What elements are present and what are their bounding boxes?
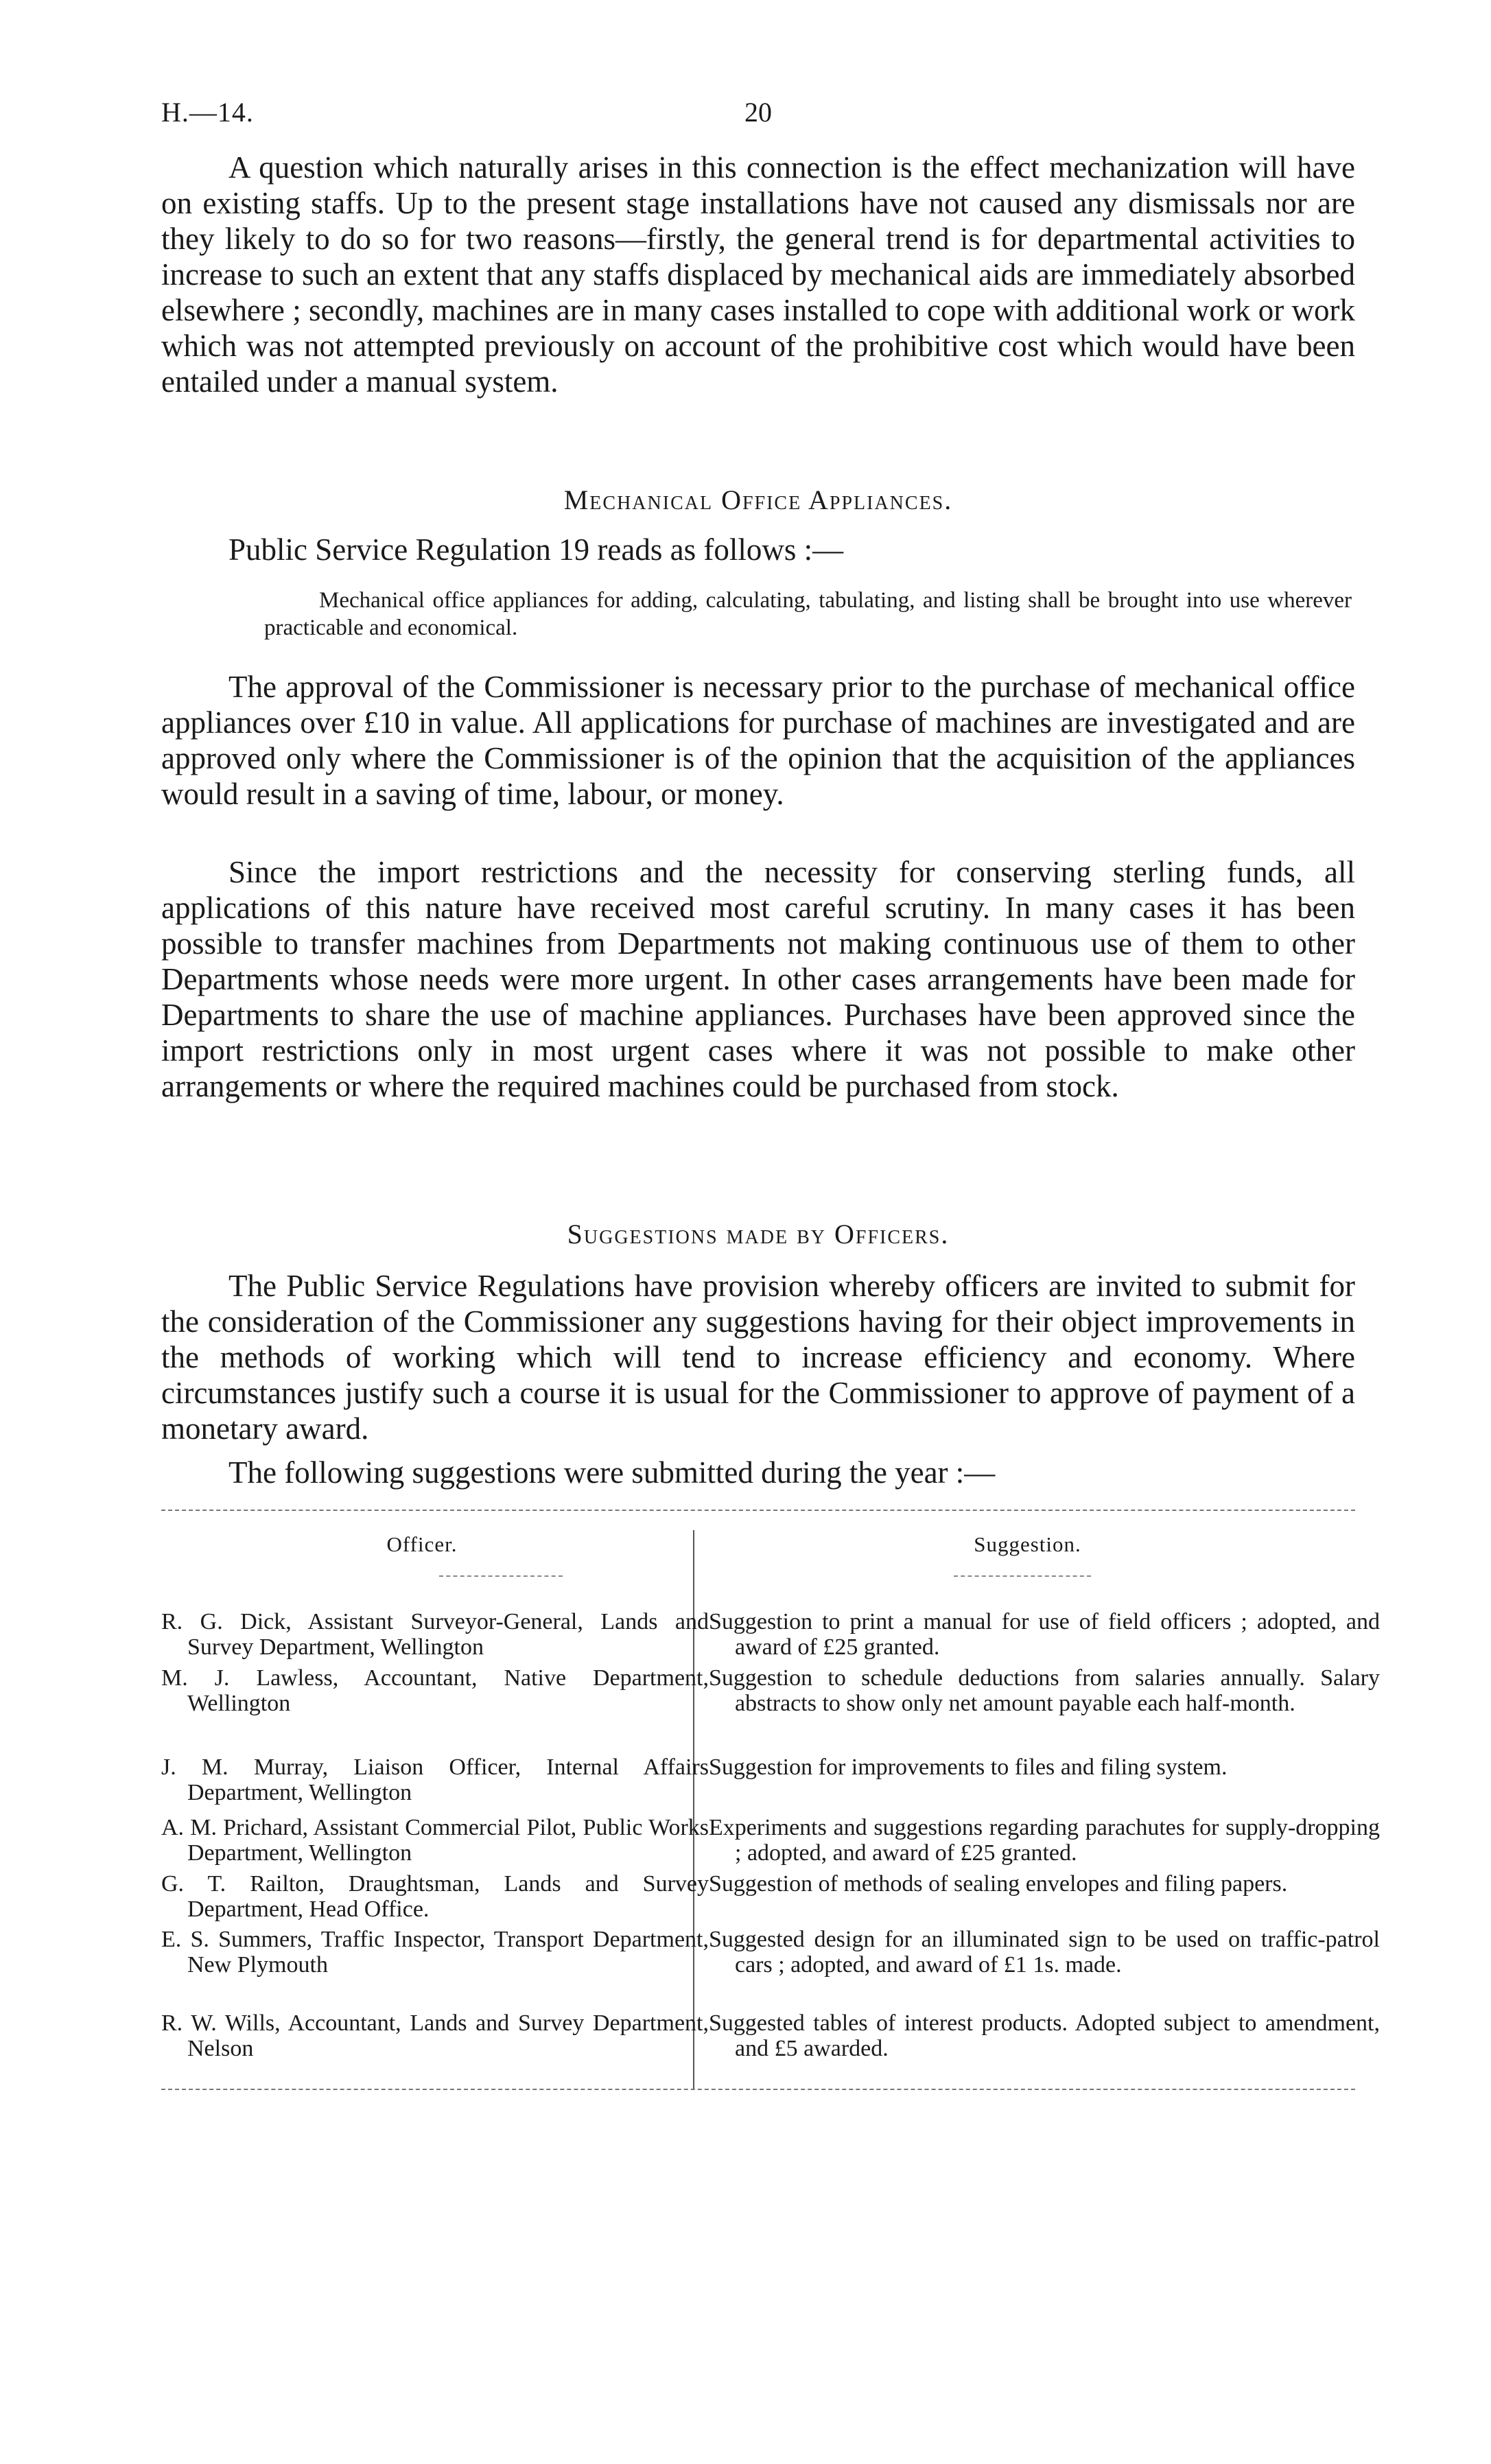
officer-cell: G. T. Railton, Draughtsman, Lands and Survey Department, Head Office. — [161, 1871, 709, 1922]
suggestion-cell: Suggested tables of interest products. Adopted subject to amendment, and £5 awarded. — [709, 2010, 1380, 2061]
officer-cell: M. J. Lawless, Accountant, Native Department, Wellington — [161, 1665, 709, 1716]
suggestion-cell: Suggestion for improvements to files and filing system. — [709, 1755, 1228, 1780]
suggestion-cell: Suggested design for an illuminated sign to be used on traffic-patrol cars ; adopted, and award of £1 1s. made. — [709, 1927, 1380, 1978]
intro-paragraph: A question which naturally arises in this connection is the effect mechanization will have on existing staffs. Up to the present stage installations have not caused any dismissals nor are they likely to do so for two reasons—firstly, the general trend is for departmental activities to increase to such an extent that any staffs displaced by mechanical aids are immediately absorbed elsewhere ; secondly, machines are in many cases installed to cope with additional work or work which was not attempted previously on account of the prohibitive cost which would have been entailed under a manual system. — [161, 150, 1355, 399]
suggestions-paragraph: The Public Service Regulations have provision whereby officers are invited to submit for the consideration of the Commissioner any suggestions having for their object improvements in the methods of working which will tend to increase efficiency and economy. Where circumstances justify such a course it is usual for the Commissioner to approve of payment of a monetary award. — [161, 1269, 1355, 1446]
column-header-officer: Officer. — [386, 1532, 458, 1556]
suggestion-cell: Experiments and suggestions regarding parachutes for supply-dropping ; adopted, and award of £25 granted. — [709, 1815, 1380, 1866]
officer-cell: A. M. Prichard, Assistant Commercial Pilot, Public Works Department, Wellington — [161, 1815, 709, 1866]
header-underline-officer — [439, 1575, 563, 1577]
regulation-quote: Mechanical office appliances for adding, calculating, tabulating, and listing shall be brought into use wherever practicable and economical. — [264, 588, 1352, 640]
header-underline-suggestion — [954, 1575, 1091, 1577]
suggestions-lead-in: The following suggestions were submitted during the year :— — [228, 1455, 996, 1490]
report-code: H.—14. — [161, 97, 254, 128]
heading-suggestions-made-by-officers: Suggestions made by Officers. — [567, 1219, 950, 1249]
regulation-lead-in: Public Service Regulation 19 reads as follows :— — [228, 532, 844, 567]
officer-cell: R. W. Wills, Accountant, Lands and Survey Department, Nelson — [161, 2010, 709, 2061]
suggestion-cell: Suggestion of methods of sealing envelopes and filing papers. — [709, 1871, 1288, 1897]
page-number: 20 — [744, 97, 772, 128]
heading-mechanical-office-appliances: Mechanical Office Appliances. — [563, 484, 953, 515]
officer-cell: E. S. Summers, Traffic Inspector, Transport Department, New Plymouth — [161, 1927, 709, 1978]
suggestion-cell: Suggestion to schedule deductions from salaries annually. Salary abstracts to show only net amount payable each half-month. — [709, 1665, 1380, 1716]
column-header-suggestion: Suggestion. — [974, 1532, 1081, 1556]
table-bottom-rule — [161, 2089, 1355, 2090]
officer-cell: J. M. Murray, Liaison Officer, Internal Affairs Department, Wellington — [161, 1755, 709, 1805]
suggestion-cell: Suggestion to print a manual for use of field officers ; adopted, and award of £25 granted. — [709, 1609, 1380, 1660]
officer-cell: R. G. Dick, Assistant Surveyor-General, Lands and Survey Department, Wellington — [161, 1609, 709, 1660]
table-top-rule — [161, 1510, 1355, 1511]
appliances-paragraph-1: The approval of the Commissioner is necessary prior to the purchase of mechanical office appliances over £10 in value. All applications for purchase of machines are investigated and are approved only where the Commissioner is of the opinion that the acquisition of the appliances would result in a saving of time, labour, or money. — [161, 670, 1355, 811]
appliances-paragraph-2: Since the import restrictions and the necessity for conserving sterling funds, all applications of this nature have received most careful scrutiny. In many cases it has been possible to transfer machines from Departments not making continuous use of them to other Departments whose needs were more urgent. In other cases arrangements have been made for Departments to share the use of machine appliances. Purchases have been approved since the import restrictions only in most urgent cases where it was not possible to make other arrangements or where the required machines could be purchased from stock. — [161, 855, 1355, 1103]
